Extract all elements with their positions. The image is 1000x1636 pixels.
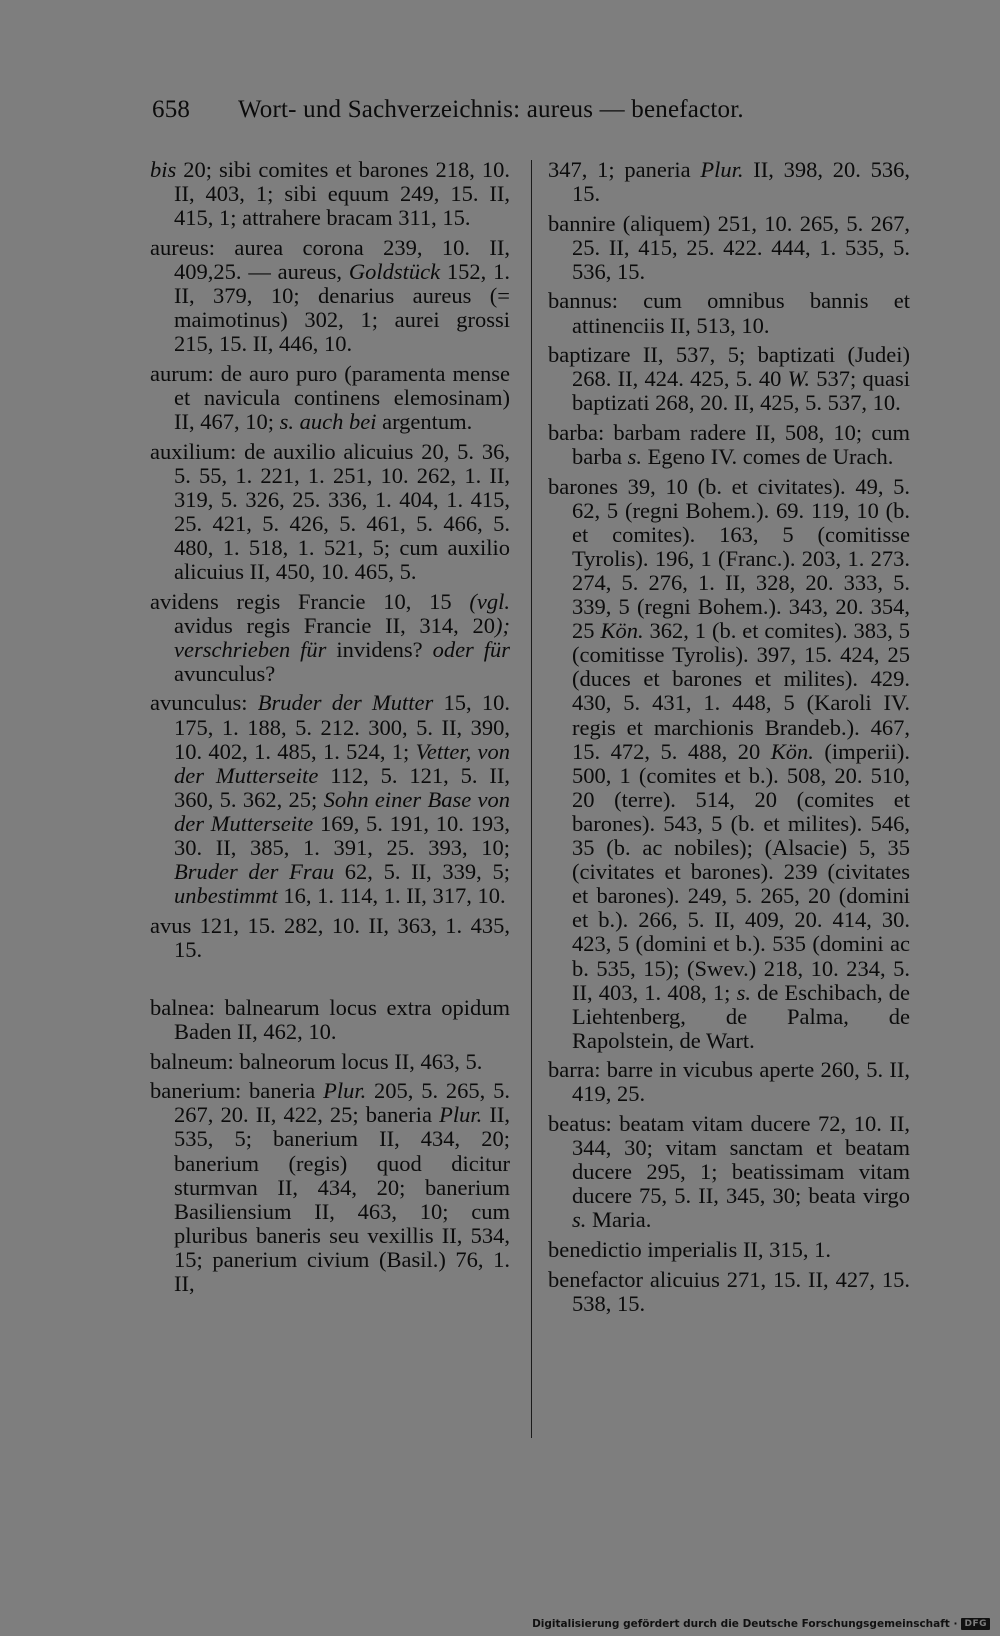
index-entry: beatus: beatam vitam ducere 72, 10. II, 344, 30; vitam sanctam et beatam ducere 295, 1; beatissimam vitam ducere 75, 5. II, 345, 30; beata virgo s. Maria. [548,1111,910,1233]
index-entry: bis 20; sibi comites et barones 218, 10. II, 403, 1; sibi equum 249, 15. II, 415, 1; attrahere bracam 311, 15. [150,157,510,231]
index-entry: bannire (aliquem) 251, 10. 265, 5. 267, 25. II, 415, 25. 422. 444, 1. 535, 5. 536, 15. [548,210,910,284]
index-entry: aureus: aurea corona 239, 10. II, 409,25. — aureus, Goldstück 152, 1. II, 379, 10; denarius aureus (= maimotinus) 302, 1; aurei grossi 215, 15. II, 446, 10. [150,234,510,357]
credit-text: Digitalisierung gefördert durch die Deutsche Forschungsgemeinschaft · [532,1618,958,1630]
index-entry: barba: barbam radere II, 508, 10; cum barba s. Egeno IV. comes de Urach. [548,419,910,470]
right-column [548,158,910,1321]
index-entry: avus 121, 15. 282, 10. II, 363, 1. 435, 15. [150,912,510,962]
index-entry: 347, 1; paneria Plur. II, 398, 20. 536, 15. [548,157,910,207]
page-header [152,96,922,124]
index-entry: benedictio imperialis II, 315, 1. [548,1237,832,1263]
column-divider [531,160,532,1438]
index-entry: balneum: balneorum locus II, 463, 5. [150,1048,483,1074]
index-entry: bannus: cum omnibus bannis et attinenciis II, 513, 10. [548,288,910,338]
index-entry: baptizare II, 537, 5; baptizati (Judei) 268. II, 424. 425, 5. 40 W. 537; quasi baptizati 268, 20. II, 425, 5. 537, 10. [548,342,910,416]
running-title: Wort- und Sachverzeichnis: aureus — benefactor. [238,96,744,123]
index-entry: avidens regis Francie 10, 15 (vgl. avidus regis Francie II, 314, 20); verschrieben für invidens? oder für avunculus? [150,588,511,686]
index-entry: banerium: baneria Plur. 205, 5. 265, 5. 267, 20. II, 422, 25; baneria Plur. II, 535, 5; banerium II, 434, 20; banerium (regis) quod dicitur sturmvan II, 434, 20; banerium Basiliensium II, 463, 10; cum pluribus baneris seu vexillis II, 534, 15; panerium civium (Basil.) 76, 1. II, [150,1078,510,1297]
index-entry: balnea: balnearum locus extra opidum Baden II, 462, 10. [150,995,510,1045]
index-entry: barones 39, 10 (b. et civitates). 49, 5. 62, 5 (regni Bohem.). 69. 119, 10 (b. et comites). 163, 5 (comitisse Tyrolis). 196, 1 (Franc.). 203, 1. 273. 274, 5. 276, 1. II, 328, 20. 333, 5. 339, 5 (regni Bohem.). 343, 20. 354, 25 Kön. 362, 1 (b. et comites). 383, 5 (comitisse Tyrolis). 397, 15. 424, 25 (duces et barones et milites). 429. 430, 5. 431, 1. 448, 5 (Karoli IV. regis et marchionis Brandeb.). 467, 15. 472, 5. 488, 20 Kön. (imperii). 500, 1 (comites et b.). 508, 20. 510, 20 (terre). 514, 20 (comites et barones). 543, 5 (b. et milites). 546, 35 (b. ac nobiles); (Alsacie) 5, 35 (civitates et barones). 239 (civitates et barones). 249, 5. 265, 20 (domini et b.). 266, 5. II, 409, 20. 414, 30. 423, 5 (domini et b.). 535 (domini ac b. 535, 15); (Swev.) 218, 10. 234, 5. II, 403, 1. 408, 1; s. de Eschibach, de Liehtenberg, de Palma, de Rapolstein, de Wart. [548,473,911,1053]
digitization-credit [532,1618,990,1630]
index-entry: aurum: de auro puro (paramenta mense et navicula continens elemosinam) II, 467, 10; s. auch bei argentum. [150,360,510,434]
left-column [150,158,510,1302]
page-number: 658 [152,96,191,123]
index-entry: barra: barre in vicubus aperte 260, 5. II, 419, 25. [548,1057,910,1107]
index-entry: benefactor alicuius 271, 15. II, 427, 15. 538, 15. [548,1266,910,1316]
dfg-logo: DFG [961,1618,990,1630]
index-entry: auxilium: de auxilio alicuius 20, 5. 36, 5. 55, 1. 221, 1. 251, 10. 262, 1. II, 319, 5. 326, 25. 336, 1. 404, 1. 415, 25. 421, 5. 426, 5. 461, 5. 466, 5. 480, 1. 518, 1. 521, 5; cum auxilio alicuius II, 450, 10. 465, 5. [150,438,510,584]
index-entry: avunculus: Bruder der Mutter 15, 10. 175, 1. 188, 5. 212. 300, 5. II, 390, 10. 402, 1. 485, 1. 524, 1; Vetter, von der Mutterseite 112, 5. 121, 5. II, 360, 5. 362, 25; Sohn einer Base von der Mutterseite 169, 5. 191, 10. 193, 30. II, 385, 1. 391, 25. 393, 10; Bruder der Frau 62, 5. II, 339, 5; unbestimmt 16, 1. 114, 1. II, 317, 10. [150,690,511,909]
